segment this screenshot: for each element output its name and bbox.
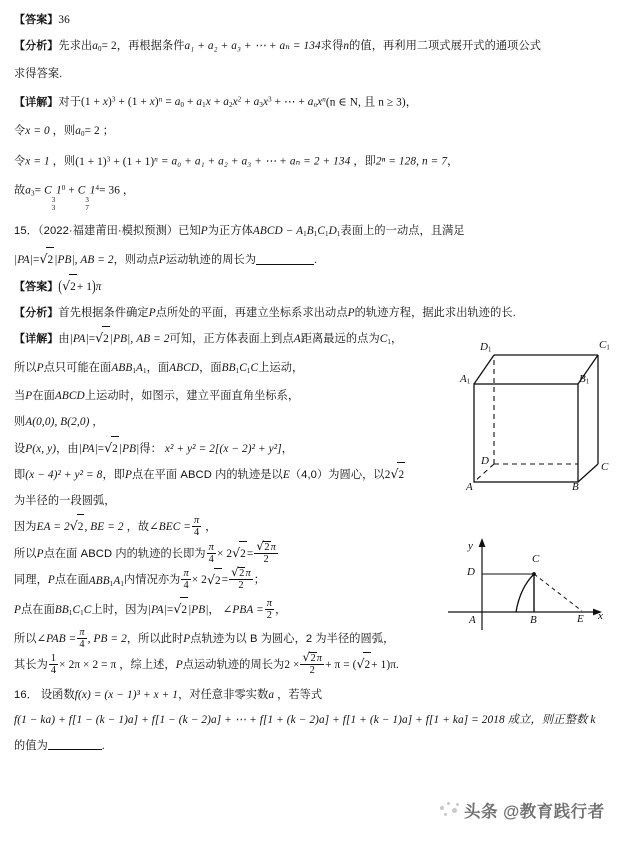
coordinate-figure	[436, 534, 612, 644]
equals-sign: =	[34, 184, 42, 197]
fraction-1-4: $\frac{1}{4}$	[50, 653, 57, 677]
pa-magnitude-3: | PA |	[79, 437, 98, 463]
q15-l13-text-2: 点运动轨迹的周长为	[182, 659, 285, 672]
q15-l10-text-2: 内情况亦为	[124, 574, 181, 587]
fraction-pi-4-d: $\frac{\pi}{4}$	[79, 626, 85, 650]
face-ABB1A1-2: ABB1A1	[88, 574, 125, 588]
cube-label-A: A	[466, 481, 473, 493]
let-word-2: 令	[14, 156, 26, 169]
q15-detail-tag: 【详解】	[14, 333, 59, 346]
q15-l9-text: 点在面 ABCD 内的轨迹的长即为	[43, 547, 206, 560]
q15-answer-value: ( √ 2+ 1)π	[58, 281, 101, 293]
q15-detail-line-13	[14, 652, 610, 679]
point-P-xy: P(x, y)	[25, 442, 57, 455]
angle-BEC: ∠BEC =	[149, 521, 191, 534]
angle-PAB: ∠PAB =	[36, 632, 77, 645]
q15-l6-text-2: 点在平面 ABCD 内的轨迹是以	[132, 469, 283, 482]
q15-l13-text-1: ，综上述，	[119, 659, 176, 672]
q15-l2-text-2: ，面	[146, 361, 170, 374]
analysis-line2-text: 求得答案.	[14, 68, 63, 81]
q15-l3-text-2: 上运动时，如图示，建立平面直角坐标系，	[84, 390, 300, 403]
sqrt-2-g: √ 2	[207, 568, 222, 595]
ab-equals-2-a: , AB = 2	[74, 254, 114, 267]
q15-analysis-P2: P	[347, 306, 355, 319]
fraction-sqrt2pi-2-a: √ $\frac{2\pi}{2}$	[254, 541, 278, 565]
q14-detail-line-2	[14, 119, 610, 148]
q15-stem-5: 运动轨迹的周长为	[165, 254, 257, 267]
q15-l6-text-1: ，即	[102, 469, 126, 482]
fraction-pi-2-a: $\frac{\pi}{2}$	[266, 598, 273, 622]
point-P-l12: P	[183, 632, 191, 645]
q15-l2-text-3: ，面	[199, 361, 222, 374]
q15-analysis-2: 点所处的平面，再建立坐标系求出动点	[155, 306, 348, 319]
then-word-3: ，即	[353, 156, 376, 169]
sqrt-2-f: √ 2	[232, 541, 247, 568]
a-symbol-2: a	[75, 124, 81, 137]
q15-analysis-P1: P	[148, 306, 156, 319]
therefore-word-l8: ，故	[126, 521, 150, 534]
cube-front-face	[474, 384, 578, 482]
cube-label-B1: B1	[579, 373, 590, 386]
point-A-1: A	[293, 333, 301, 346]
so-word-3: 所以	[14, 632, 37, 645]
fraction-sqrt2pi-2-b: √ $\frac{2\pi}{2}$	[229, 567, 253, 591]
q14-detail-line-1	[14, 88, 610, 119]
circle-equation: (x − 4)² + y² = 8	[25, 469, 103, 482]
q15-l2-text-1: 点只可能在面	[43, 361, 112, 374]
so-word-2: 所以	[14, 547, 37, 560]
q14-answer-line	[14, 8, 610, 34]
equals-l10: =	[221, 574, 229, 587]
q15-l5-text-2: 得：	[139, 442, 162, 455]
power-result: 2ⁿ = 128, n = 7	[375, 156, 448, 169]
point-P-l11: P	[14, 604, 22, 617]
q15-stem-2: 为正方体	[207, 224, 253, 237]
axes-label-E: E	[577, 613, 584, 625]
q15-comma-l4: ，	[92, 415, 104, 428]
distance-equation: x² + y² = 2[(x − 2)² + y²]	[164, 442, 282, 455]
q16-stem-line-1	[14, 683, 610, 709]
point-C1-sub: 1	[387, 338, 391, 347]
q14-analysis-line-1	[14, 34, 610, 63]
axes-label-D: D	[467, 566, 475, 578]
cube-label-B: B	[572, 481, 579, 493]
point-P-l3: P	[25, 390, 33, 403]
q15-stem-3: 表面上的一动点，且满足	[340, 224, 465, 237]
point-P-l6: P	[125, 469, 133, 482]
a0-equation: = 2	[101, 39, 117, 52]
q15-stem-line-1	[14, 219, 610, 248]
q15-analysis-tag: 【分析】	[14, 306, 59, 319]
q15-detail-line-1: 【详解】由 | PA | = √ 2 | PB | , AB = 2可知，正方体表面上到点A距离最远的点为C1，	[14, 326, 610, 356]
a3-subscript: 3	[31, 189, 35, 198]
combination-c3-3: C 3 3 $1^0$	[44, 183, 66, 213]
cube-label-D: D	[481, 455, 489, 467]
analysis-tag: 【分析】	[14, 39, 59, 52]
q15-stem-1: 已知	[178, 224, 201, 237]
watermark-text: 头条 @教育践行者	[464, 803, 605, 821]
q15-number: 15．	[14, 224, 38, 237]
combination-c7-3: C 3 7 $1^4$	[77, 183, 100, 213]
pa-magnitude-2: | PA |	[70, 327, 89, 353]
q15-detail-line-5: 设P(x, y)，由 | PA | = √ 2 | PB | 得： x² + y² = 2[(x − 2)² + y²]，	[14, 436, 610, 463]
fraction-pi-4-a: $\frac{\pi}{4}$	[194, 515, 200, 539]
face-BB1C1C-1: BB1C1C	[221, 361, 259, 375]
x-equals-0: x = 0	[25, 124, 50, 137]
q14-analysis-line-2	[14, 62, 610, 88]
analysis-text-4: 的值，再利用二项式展开式的通项公式	[349, 39, 542, 52]
detail-tag: 【详解】	[14, 96, 59, 109]
q15-l12-text-2: 点轨迹为以 B 为圆心，2 为半径的圆弧，	[190, 632, 395, 645]
q14-detail-line-3	[14, 147, 610, 175]
analysis-n: n	[343, 39, 350, 52]
coefficient-sum: = a₀ + a₁ + a₂ + a₃ + ⋯ + aₙ = 2 + 134	[160, 156, 351, 169]
a-subscript-2: 0	[81, 129, 85, 138]
watermark-dots-icon	[438, 800, 464, 820]
cube-label-C: C	[601, 461, 609, 473]
ie-word-1: 即	[14, 469, 26, 482]
q15-comma-l11: ，	[208, 604, 220, 617]
fraction-pi-4-c: $\frac{\pi}{4}$	[183, 568, 189, 592]
q15-point-P: P	[200, 224, 208, 237]
q16-equation: f(1 − ka) + f[1 − (k − 1)a] + f[1 − (k − 2)a] + ⋯ + f[1 + (k − 2)a] + f[1 + (k − 1)a] + f[1 + ka] = 2018 成立，则正整数 k	[14, 714, 596, 727]
point-P-l2: P	[36, 361, 44, 374]
detail-lead: 对于	[58, 96, 81, 109]
times-2-b: × 2	[191, 574, 207, 587]
q16-number: 16．	[14, 688, 38, 701]
point-C1: C	[379, 333, 388, 346]
then-word-2: ，则	[52, 156, 76, 169]
point-P-l13: P	[175, 659, 183, 672]
plus-pi-equals: + π = (	[325, 659, 357, 672]
y-axis-arrow	[479, 538, 486, 547]
arc-length-calc: × 2π × 2 = π	[59, 659, 117, 672]
therefore-word: 故	[14, 184, 26, 197]
so-word-1: 所以	[14, 361, 37, 374]
q15-analysis-line	[14, 301, 610, 327]
q15-answer-blank[interactable]	[256, 254, 314, 265]
face-BB1C1C-2: BB1C1C	[54, 604, 92, 617]
angle-PBA: ∠PBA =	[222, 604, 264, 617]
q16-answer-blank[interactable]	[48, 740, 102, 751]
cube-svg	[462, 337, 614, 492]
sqrt-2-d: √ 2	[390, 462, 405, 489]
axes-label-y: y	[468, 540, 473, 552]
pa-magnitude-4: | PA |	[148, 598, 167, 624]
answer-tag: 【答案】	[14, 14, 59, 26]
pb-magnitude-2: | PB |	[110, 327, 130, 353]
q15-source: （2022·福建莆田·模拟预测）	[37, 224, 179, 237]
q14-answer-value: 36	[58, 14, 70, 26]
analysis-text-2: ，再根据条件	[116, 39, 185, 52]
q15-comma-1: ，	[391, 333, 403, 346]
cube-edge-BC	[578, 464, 598, 482]
q16-stem-c: ，若等式	[277, 688, 323, 701]
q16-period: .	[101, 740, 105, 752]
sqrt-2-i: √ 2	[356, 652, 371, 679]
point-P-l9: P	[36, 547, 44, 560]
radius-coef: 2	[384, 469, 391, 482]
length-is-word: 其长为	[14, 659, 48, 672]
q14-detail-line-4	[14, 176, 610, 213]
a0-subscript: 0	[98, 44, 102, 53]
coords-A-B: A(0,0), B(2,0)	[25, 415, 90, 428]
q15-l7-text: 为半径的一段圆弧，	[14, 494, 116, 507]
sqrt-2-h: √ 2	[173, 597, 188, 624]
cube-label-C1: C1	[599, 339, 610, 352]
q16-value-label: 的值为	[14, 740, 48, 752]
then-word-l4: 则	[14, 415, 26, 428]
sqrt-2-ans: √ 2	[62, 274, 77, 301]
cube-figure	[462, 337, 614, 492]
q15-comma-l5: ，	[281, 442, 294, 455]
cube-edge-A1D1	[474, 355, 494, 384]
axes-label-B: B	[530, 614, 537, 626]
q15-point-P-2: P	[158, 254, 166, 267]
ab-equals-2-b: , AB = 2	[130, 333, 170, 346]
q15-stem-4: ，则动点	[113, 254, 159, 267]
q15-semicolon-l10: ；	[253, 574, 266, 587]
q15-detail-lead: 由	[58, 333, 70, 346]
BE-value: , BE = 2	[84, 521, 124, 534]
q16-stem-a: 设函数	[40, 688, 75, 701]
q15-l3-text-1: 在面	[32, 390, 55, 403]
a0-value: = 2	[84, 124, 100, 137]
because-word: 因为	[14, 521, 37, 534]
axes-label-x: x	[598, 610, 603, 622]
axes-label-C: C	[532, 553, 540, 565]
q16-stem-line-2	[14, 708, 610, 734]
face-ABCD-1: ABCD	[169, 361, 200, 374]
EA-value: EA = 2	[36, 521, 70, 534]
sqrt-2-a: √ 2	[39, 247, 54, 274]
a0-symbol: a	[92, 39, 99, 52]
q15-period: .	[314, 254, 318, 267]
pb-magnitude-1: | PB |	[54, 248, 74, 274]
binomial-sum-expr: $(1 + 1)^3 + (1 + 1)^n$	[75, 155, 158, 169]
q16-stem-b: ，对任意非零实数	[178, 688, 269, 701]
sqrt-2-b: √ 2	[95, 326, 110, 353]
equals-l9: =	[246, 547, 254, 560]
axes-svg	[436, 534, 612, 644]
analysis-text-1: 先求出	[58, 39, 93, 52]
detail-condition: (n ∈ N, 且 n ≥ 3)	[325, 96, 406, 109]
comma-2: ，	[122, 184, 135, 197]
final-result: + 1)π.	[371, 659, 399, 672]
analysis-sum: a₁ + a₂ + a₃ + ⋯ + aₙ = 134	[184, 39, 321, 52]
plus-sign: +	[65, 184, 78, 197]
times-2-a: × 2	[216, 547, 233, 560]
q16-variable-a: a	[268, 688, 275, 701]
comma-1: ，	[447, 156, 459, 169]
detail-line1-comma: ，	[405, 96, 418, 109]
when-word: 当	[14, 390, 26, 403]
q15-analysis-1: 首先根据条件确定	[58, 306, 149, 319]
q15-l2-text-4: 上运动，	[258, 361, 304, 374]
detail-expansion: $(1 + x)^3 + (1 + x)^n = a0 + a1x + a2x^2 + a3x^3$ + ⋯ + anx$^n$	[80, 95, 326, 110]
x-equals-1: x = 1	[25, 156, 50, 169]
likewise-word: 同理，	[14, 574, 48, 587]
then-word-1: ，则	[52, 124, 76, 137]
q15-analysis-3: 的轨迹方程，据此求出轨迹的长.	[354, 306, 516, 319]
q15-l6-text-3: （4,0）为圆心，以	[289, 469, 385, 482]
cube-label-A1: A1	[460, 373, 471, 386]
pb-magnitude-4: | PB |	[188, 598, 208, 624]
sqrt-2-c: √ 2	[104, 436, 119, 463]
PB-equals-2: , PB = 2	[87, 632, 127, 645]
point-P-l10: P	[47, 574, 55, 587]
pa-magnitude-1: | PA |	[14, 248, 33, 274]
q15-detail-line-11: P点在面BB1C1C上时，因为 | PA | = √ 2 | PB | ， ∠PBA = $\frac{\pi}{2}$ ，	[14, 597, 610, 627]
segment-CE-dashed	[534, 574, 582, 611]
q15-detail-text-2: 距离最远的点为	[300, 333, 380, 346]
q15-comma-l11b: ，	[275, 604, 287, 617]
sqrt-2-e: √ 2	[70, 514, 85, 541]
axes-label-A: A	[469, 614, 476, 626]
q15-answer-line	[14, 274, 610, 301]
q15-detail-text-1: 可知，正方体表面上到点	[169, 333, 294, 346]
set-word: 设	[14, 442, 26, 455]
fraction-pi-4-b: $\frac{\pi}{4}$	[208, 541, 214, 565]
point-E: E	[282, 469, 290, 482]
q16-stem-line-3	[14, 734, 610, 760]
analysis-text-3: 求得	[320, 39, 344, 52]
point-C-dot	[532, 572, 536, 576]
watermark	[438, 796, 616, 830]
q15-answer-tag: 【答案】	[14, 281, 59, 294]
q15-stem-line-2: | PA | = √ 2 | PB | , AB = 2，则动点P运动轨迹的周长为 .	[14, 247, 610, 274]
q15-detail-line-7	[14, 489, 610, 515]
q15-cube-name: ABCD − A1B1C1D1	[252, 224, 341, 238]
q15-l10-text-1: 点在面	[54, 574, 89, 587]
a3-result: = 36	[99, 184, 120, 197]
face-ABB1A1-1: ABB1A1	[111, 361, 147, 375]
q15-l11-text-2: 上时，因为	[91, 604, 148, 617]
pb-magnitude-3: | PB |	[119, 437, 139, 463]
cube-label-D1: D1	[480, 341, 492, 354]
semicolon-1: ；	[102, 124, 114, 137]
let-word-1: 令	[14, 124, 26, 137]
q15-l5-text-1: ，由	[56, 442, 79, 455]
fraction-sqrt2pi-2-c: √ $\frac{2\pi}{2}$	[300, 652, 324, 676]
face-ABCD-2: ABCD	[54, 390, 85, 403]
q16-function-def: f(x) = (x − 1)³ + x + 1	[74, 688, 179, 701]
trajectory-arc	[516, 574, 534, 612]
a3-symbol: a	[25, 184, 32, 197]
q15-l11-text-1: 点在面	[21, 604, 55, 617]
q15-comma-l8: ，	[205, 521, 217, 534]
two-times: 2 ×	[284, 659, 300, 672]
q15-l12-text-1: ，所以此时	[126, 632, 184, 645]
